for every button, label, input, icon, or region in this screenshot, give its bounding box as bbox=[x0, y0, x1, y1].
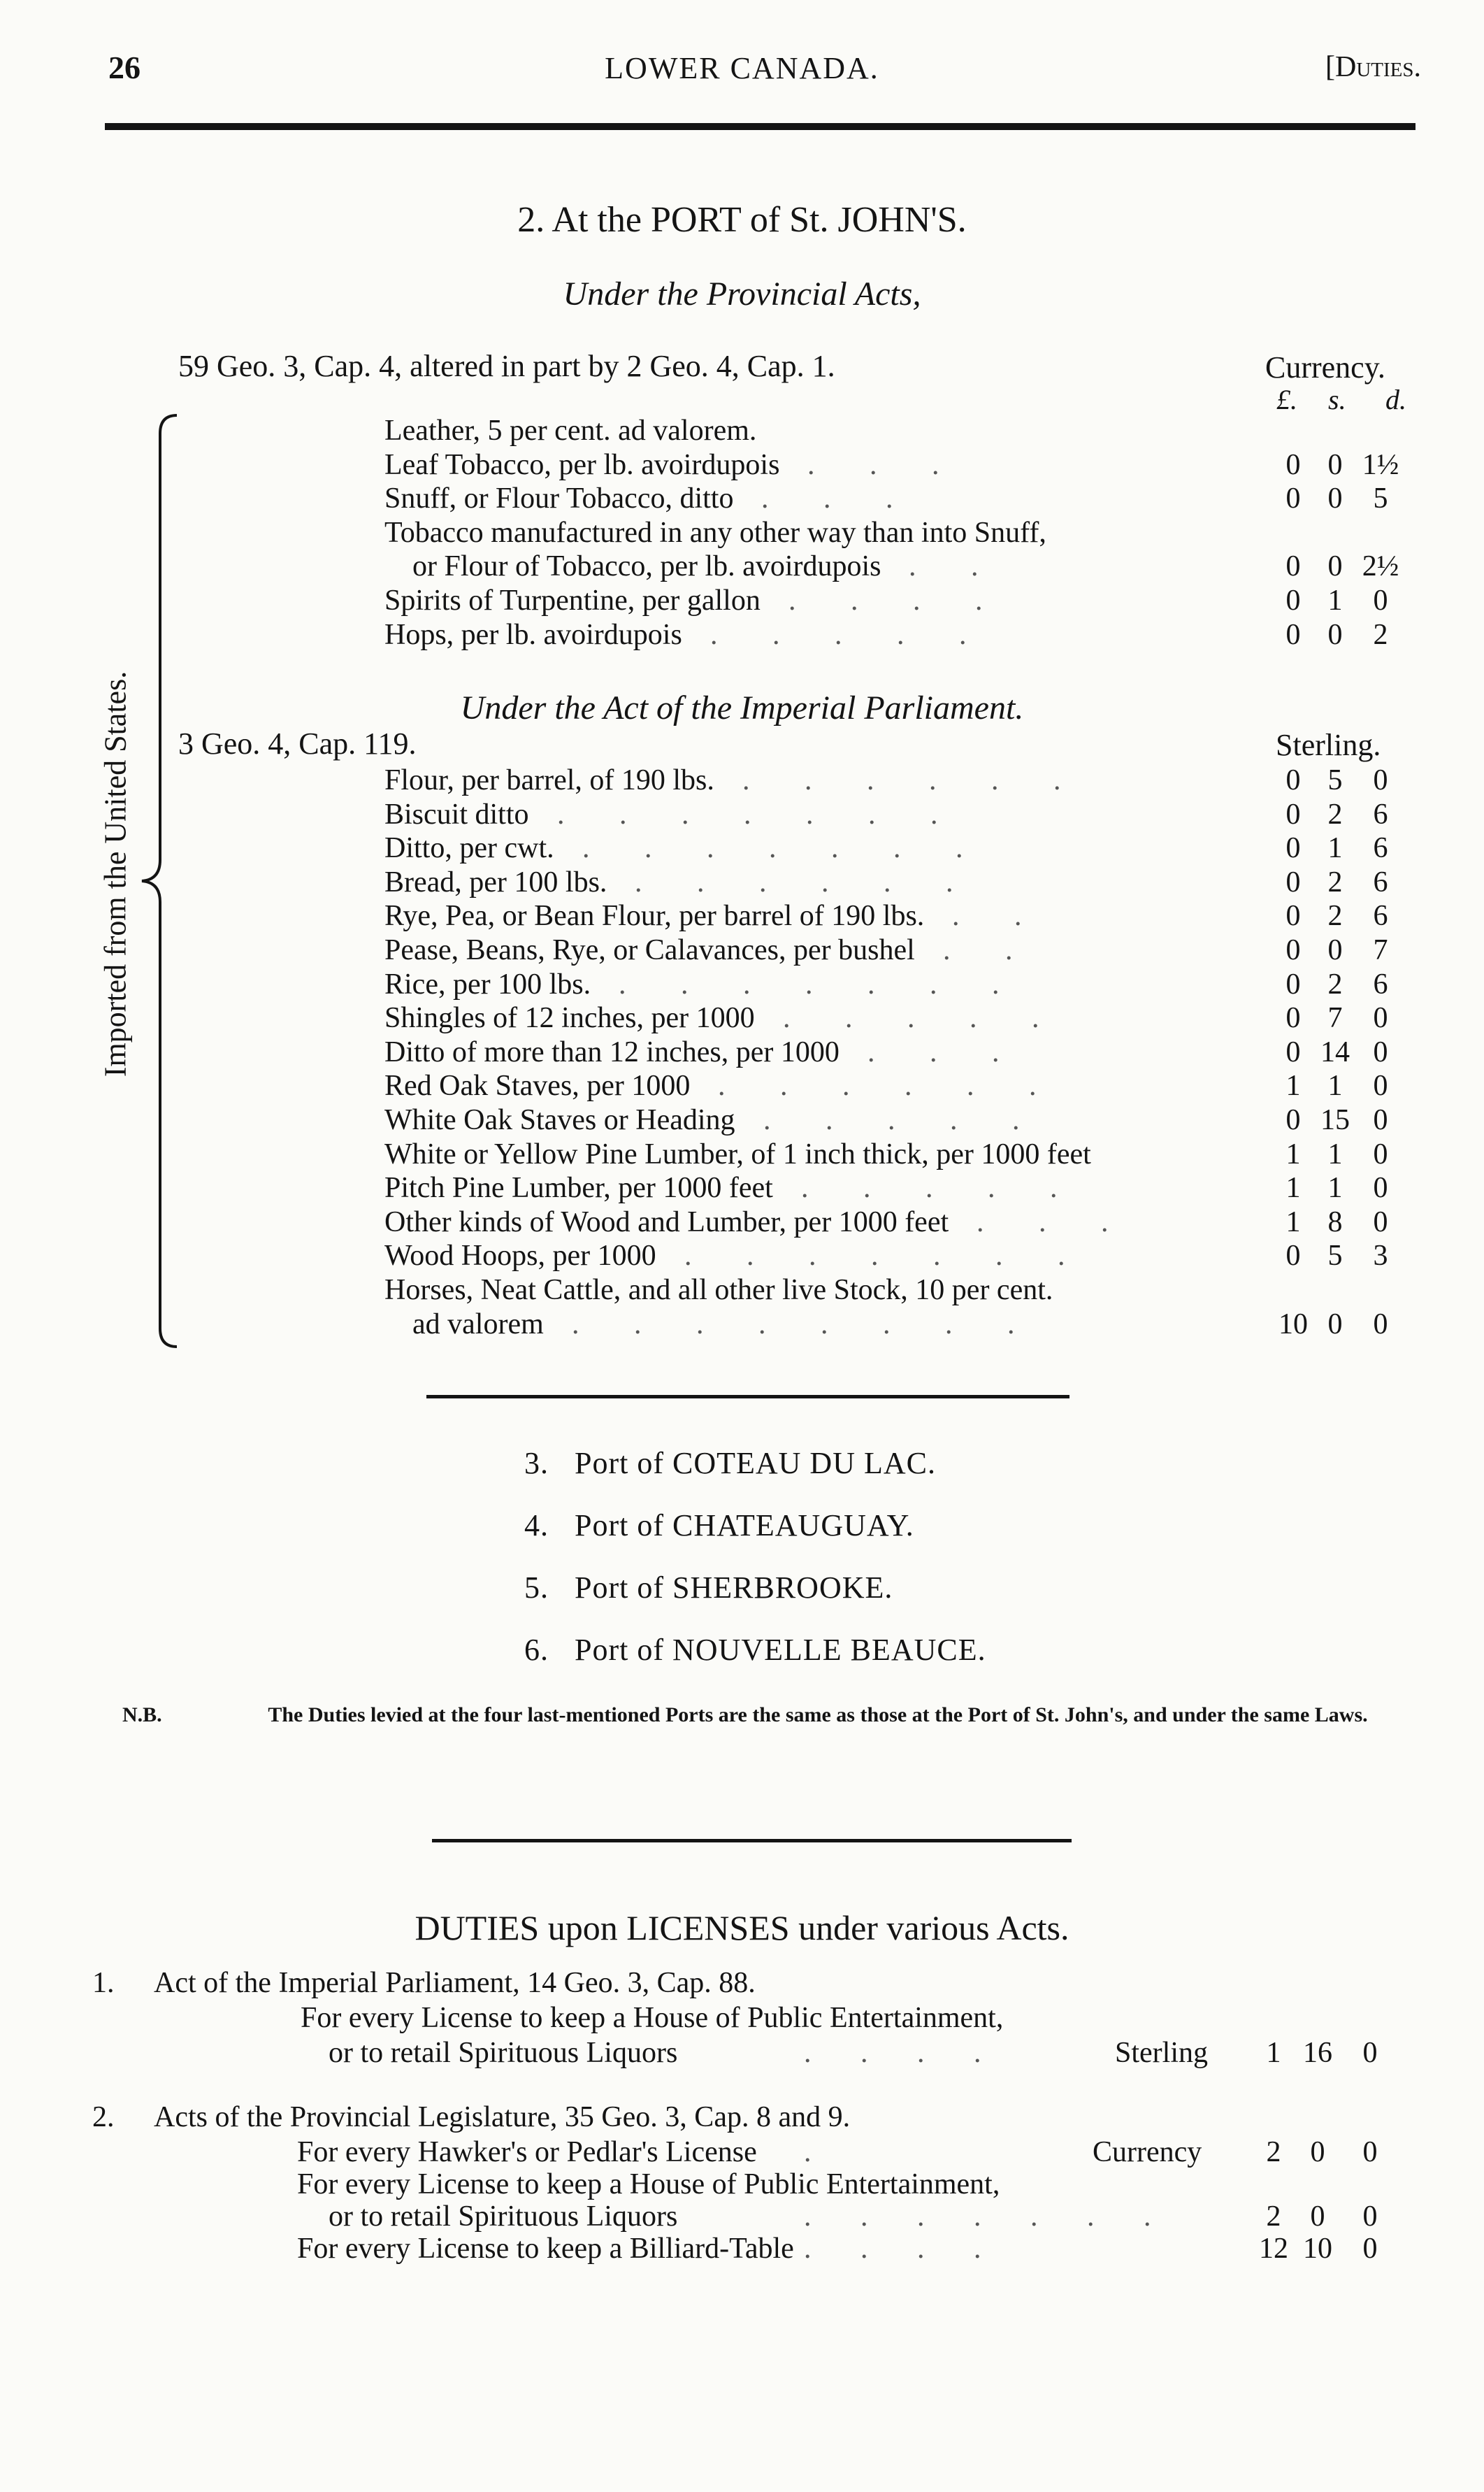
duty-row bbox=[374, 584, 1422, 618]
duty-description: or Flour of Tobacco, per lb. avoirdupois bbox=[412, 550, 881, 583]
duty-row bbox=[374, 482, 1422, 516]
amount-pounds: 1 bbox=[1285, 1138, 1301, 1170]
section-divider bbox=[426, 1395, 1069, 1398]
duty-row bbox=[374, 1239, 1422, 1273]
amount-pounds: 0 bbox=[1285, 764, 1301, 796]
amount-pounds: 0 bbox=[1285, 618, 1301, 651]
duty-row bbox=[374, 1069, 1422, 1103]
license-line: or to retail Spirituous Liquors bbox=[329, 2037, 678, 2069]
duty-row bbox=[374, 516, 1422, 550]
licenses-divider bbox=[432, 1839, 1072, 1842]
leader-dots: . . bbox=[909, 550, 1002, 583]
amount-shillings: 15 bbox=[1320, 1103, 1350, 1136]
ports-list bbox=[517, 1445, 1146, 1694]
leader-dots: . . . . . . . bbox=[804, 2200, 1172, 2233]
amount-pence: 0 bbox=[1373, 1205, 1388, 1238]
amount-shillings: 5 bbox=[1327, 764, 1343, 796]
port-number: 3. bbox=[524, 1446, 549, 1480]
duty-description: Ditto of more than 12 inches, per 1000 bbox=[384, 1036, 840, 1068]
duty-row bbox=[374, 968, 1422, 1002]
amount-shillings: 14 bbox=[1320, 1036, 1350, 1068]
licenses-title: DUTIES upon LICENSES under various Acts. bbox=[415, 1908, 1069, 1947]
running-title: LOWER CANADA. bbox=[605, 51, 879, 85]
duty-row bbox=[374, 618, 1422, 652]
license-line: For every License to keep a Billiard-Table bbox=[297, 2233, 794, 2265]
imperial-heading: Under the Act of the Imperial Parliament. bbox=[460, 689, 1024, 726]
amount-pence: 7 bbox=[1373, 933, 1388, 966]
leader-dots: . . . . . bbox=[783, 1002, 1063, 1035]
leader-dots: . . . . bbox=[788, 584, 1007, 617]
imperial-duty-list bbox=[374, 764, 1422, 1341]
port-number: 4. bbox=[524, 1508, 549, 1542]
duty-row bbox=[374, 1308, 1422, 1342]
amount-pence: 0 bbox=[1373, 1138, 1388, 1170]
amount-shillings: 0 bbox=[1310, 2200, 1325, 2233]
amount-pounds: 1 bbox=[1285, 1070, 1301, 1103]
license-group-heading: Act of the Imperial Parliament, 14 Geo. 3, Cap. 88. bbox=[154, 1967, 756, 1999]
amount-shillings: 0 bbox=[1327, 618, 1343, 651]
amount-pounds: 1 bbox=[1285, 1205, 1301, 1238]
duty-row bbox=[374, 1103, 1422, 1138]
amount-pence: 6 bbox=[1373, 900, 1388, 933]
amount-pounds: 0 bbox=[1285, 584, 1301, 617]
port-name: Port of CHATEAUGUAY. bbox=[575, 1508, 914, 1542]
page-number: 26 bbox=[108, 50, 141, 85]
leader-dots: . . . bbox=[807, 448, 963, 481]
duty-description: Red Oak Staves, per 1000 bbox=[384, 1070, 691, 1103]
port-entry bbox=[517, 1508, 1146, 1570]
amount-pence: 0 bbox=[1373, 1103, 1388, 1136]
duty-description: Biscuit ditto bbox=[384, 798, 529, 831]
duty-description: Leather, 5 per cent. ad valorem. bbox=[384, 415, 757, 447]
sidebar-label: Imported from the United States. bbox=[98, 671, 133, 1077]
amount-pence: 2 bbox=[1373, 618, 1388, 651]
port-entry bbox=[517, 1445, 1146, 1508]
duty-description: Pitch Pine Lumber, per 1000 feet bbox=[384, 1172, 773, 1205]
amount-pounds: 0 bbox=[1285, 550, 1301, 583]
amount-pounds: 0 bbox=[1285, 900, 1301, 933]
duty-description: Shingles of 12 inches, per 1000 bbox=[384, 1002, 755, 1035]
note-text: The Duties levied at the four last-mentioned Ports are the same as those at the Port of St. John's, and under the same Laws. bbox=[268, 1703, 1368, 1726]
duty-description: Leaf Tobacco, per lb. avoirdupois bbox=[384, 448, 780, 481]
leader-dots: . . . bbox=[867, 1036, 1023, 1068]
leader-dots: . . . bbox=[977, 1205, 1132, 1238]
amount-pounds: 0 bbox=[1285, 933, 1301, 966]
duty-row bbox=[374, 899, 1422, 933]
amount-pence: 5 bbox=[1373, 482, 1388, 515]
amount-shillings: 1 bbox=[1327, 584, 1343, 617]
port-number: 6. bbox=[524, 1633, 549, 1667]
amount-pounds: 0 bbox=[1285, 798, 1301, 831]
amount-pounds: 2 bbox=[1266, 2136, 1281, 2168]
amount-shillings: 2 bbox=[1327, 900, 1343, 933]
leader-dots: . bbox=[804, 2136, 833, 2168]
port-entry bbox=[517, 1570, 1146, 1632]
amount-shillings: 10 bbox=[1303, 2233, 1332, 2265]
amount-pence: 6 bbox=[1373, 968, 1388, 1001]
amount-shillings: 8 bbox=[1327, 1205, 1343, 1238]
duty-description: Horses, Neat Cattle, and all other live Stock, 10 per cent. bbox=[384, 1273, 1053, 1306]
amount-shillings: 0 bbox=[1327, 448, 1343, 481]
amount-pence: 0 bbox=[1362, 2136, 1378, 2168]
duty-description: Hops, per lb. avoirdupois bbox=[384, 618, 682, 651]
amount-pence: 6 bbox=[1373, 866, 1388, 898]
duty-row bbox=[374, 1001, 1422, 1036]
duty-description: Bread, per 100 lbs. bbox=[384, 866, 607, 898]
license-line: or to retail Spirituous Liquors bbox=[329, 2200, 678, 2233]
license-group-number: 2. bbox=[92, 2101, 115, 2133]
amount-pounds: 1 bbox=[1266, 2037, 1281, 2069]
amount-pence: 0 bbox=[1373, 1002, 1388, 1035]
duty-description: Wood Hoops, per 1000 bbox=[384, 1240, 656, 1273]
amount-pence: 0 bbox=[1362, 2200, 1378, 2233]
duty-description: Ditto, per cwt. bbox=[384, 832, 554, 865]
port-name: Port of SHERBROOKE. bbox=[575, 1570, 893, 1605]
brace-bracket bbox=[136, 413, 178, 1349]
duty-description: Pease, Beans, Rye, or Calavances, per bushel bbox=[384, 933, 915, 966]
leader-dots: . . . . . . . bbox=[557, 798, 962, 831]
duty-description: Rice, per 100 lbs. bbox=[384, 968, 591, 1001]
amount-shillings: 1 bbox=[1327, 1172, 1343, 1205]
duty-row bbox=[374, 1138, 1422, 1172]
section-title: 2. At the PORT of St. JOHN'S. bbox=[517, 200, 967, 240]
amount-shillings: 0 bbox=[1310, 2136, 1325, 2168]
leader-dots: . . . . . . . bbox=[619, 968, 1023, 1001]
amount-pence: 0 bbox=[1373, 584, 1388, 617]
amount-pounds: 1 bbox=[1285, 1172, 1301, 1205]
amount-pence: 0 bbox=[1373, 764, 1388, 796]
header-rule bbox=[105, 123, 1415, 130]
amount-pence: 0 bbox=[1373, 1172, 1388, 1205]
amount-pounds: 0 bbox=[1285, 448, 1301, 481]
leader-dots: . . . . . . bbox=[718, 1070, 1060, 1103]
leader-dots: . . . . bbox=[804, 2037, 1002, 2069]
amount-shillings: 1 bbox=[1327, 832, 1343, 865]
amount-pence: 0 bbox=[1373, 1036, 1388, 1068]
duty-description: Tobacco manufactured in any other way than into Snuff, bbox=[384, 516, 1046, 549]
note-label: N.B. bbox=[122, 1703, 162, 1726]
duty-description: Snuff, or Flour Tobacco, ditto bbox=[384, 482, 734, 515]
duty-row bbox=[374, 866, 1422, 900]
amount-pence: 3 bbox=[1373, 1240, 1388, 1273]
amount-pounds: 2 bbox=[1266, 2200, 1281, 2233]
amount-pence: 6 bbox=[1373, 798, 1388, 831]
duty-row bbox=[374, 798, 1422, 832]
provincial-act-reference: 59 Geo. 3, Cap. 4, altered in part by 2 Geo. 4, Cap. 1. bbox=[178, 349, 835, 383]
unit-pence: d. bbox=[1385, 384, 1406, 415]
currency-word: Currency bbox=[1093, 2136, 1202, 2168]
provincial-duty-list bbox=[374, 414, 1422, 652]
duty-row bbox=[374, 448, 1422, 482]
leader-dots: . . . . . bbox=[763, 1103, 1044, 1136]
amount-shillings: 0 bbox=[1327, 1308, 1343, 1340]
provincial-heading: Under the Provincial Acts, bbox=[563, 275, 921, 313]
leader-dots: . . . . . . . . bbox=[572, 1308, 1039, 1340]
amount-pence: 1½ bbox=[1362, 448, 1399, 481]
leader-dots: . . . . . . bbox=[635, 866, 977, 898]
amount-shillings: 2 bbox=[1327, 866, 1343, 898]
duty-row bbox=[374, 1205, 1422, 1240]
amount-shillings: 2 bbox=[1327, 798, 1343, 831]
license-line: For every License to keep a House of Public Entertainment, bbox=[301, 2002, 1004, 2034]
leader-dots: . . bbox=[952, 900, 1046, 933]
leader-dots: . . . . . . bbox=[742, 764, 1085, 796]
duty-row bbox=[374, 1273, 1422, 1308]
amount-pounds: 0 bbox=[1285, 1002, 1301, 1035]
amount-pounds: 0 bbox=[1285, 1103, 1301, 1136]
currency-label: Currency. bbox=[1265, 350, 1385, 385]
leader-dots: . . . . . . . bbox=[684, 1240, 1089, 1273]
amount-pence: 6 bbox=[1373, 832, 1388, 865]
duty-row bbox=[374, 1036, 1422, 1070]
duty-description: Other kinds of Wood and Lumber, per 1000 feet bbox=[384, 1205, 949, 1238]
amount-pounds: 12 bbox=[1259, 2233, 1288, 2265]
duty-row bbox=[374, 550, 1422, 584]
amount-pence: 0 bbox=[1362, 2233, 1378, 2265]
unit-pounds: £. bbox=[1276, 384, 1297, 415]
amount-pounds: 0 bbox=[1285, 866, 1301, 898]
leader-dots: . . . . . . . bbox=[582, 832, 987, 865]
currency-word: Sterling bbox=[1115, 2037, 1208, 2069]
license-group-heading: Acts of the Provincial Legislature, 35 Geo. 3, Cap. 8 and 9. bbox=[154, 2101, 851, 2133]
amount-shillings: 0 bbox=[1327, 933, 1343, 966]
unit-shillings: s. bbox=[1328, 384, 1346, 415]
section-tag: [Duties. bbox=[1325, 51, 1421, 83]
duty-row bbox=[374, 1171, 1422, 1205]
amount-pence: 2½ bbox=[1362, 550, 1399, 583]
leader-dots: . . bbox=[943, 933, 1037, 966]
duty-description: Rye, Pea, or Bean Flour, per barrel of 190 lbs. bbox=[384, 900, 925, 933]
leader-dots: . . . . bbox=[804, 2233, 1002, 2265]
duty-description: White Oak Staves or Heading bbox=[384, 1103, 735, 1136]
port-name: Port of NOUVELLE BEAUCE. bbox=[575, 1633, 986, 1667]
amount-pounds: 0 bbox=[1285, 1240, 1301, 1273]
sterling-label: Sterling. bbox=[1276, 728, 1381, 762]
duty-description: Spirits of Turpentine, per gallon bbox=[384, 584, 761, 617]
duty-row bbox=[374, 933, 1422, 968]
duty-description: ad valorem bbox=[412, 1308, 544, 1340]
leader-dots: . . . . . bbox=[801, 1172, 1081, 1205]
amount-shillings: 1 bbox=[1327, 1138, 1343, 1170]
amount-pounds: 0 bbox=[1285, 1036, 1301, 1068]
amount-pounds: 0 bbox=[1285, 482, 1301, 515]
amount-shillings: 0 bbox=[1327, 482, 1343, 515]
amount-pounds: 0 bbox=[1285, 968, 1301, 1001]
port-number: 5. bbox=[524, 1570, 549, 1605]
duty-row bbox=[374, 831, 1422, 866]
amount-shillings: 16 bbox=[1303, 2037, 1332, 2069]
license-group-number: 1. bbox=[92, 1967, 115, 1999]
license-line: For every Hawker's or Pedlar's License bbox=[297, 2136, 757, 2168]
amount-shillings: 2 bbox=[1327, 968, 1343, 1001]
amount-shillings: 5 bbox=[1327, 1240, 1343, 1273]
duty-row bbox=[374, 764, 1422, 798]
duty-row bbox=[374, 414, 1422, 448]
amount-pence: 0 bbox=[1362, 2037, 1378, 2069]
duty-description: Flour, per barrel, of 190 lbs. bbox=[384, 764, 714, 796]
amount-pounds: 0 bbox=[1285, 832, 1301, 865]
imperial-act-reference: 3 Geo. 4, Cap. 119. bbox=[178, 726, 417, 761]
amount-shillings: 1 bbox=[1327, 1070, 1343, 1103]
leader-dots: . . . bbox=[761, 482, 917, 515]
amount-pence: 0 bbox=[1373, 1308, 1388, 1340]
amount-shillings: 0 bbox=[1327, 550, 1343, 583]
duty-description: White or Yellow Pine Lumber, of 1 inch thick, per 1000 feet bbox=[384, 1138, 1091, 1170]
amount-shillings: 7 bbox=[1327, 1002, 1343, 1035]
amount-pence: 0 bbox=[1373, 1070, 1388, 1103]
license-line: For every License to keep a House of Public Entertainment, bbox=[297, 2168, 1000, 2200]
leader-dots: . . . . . bbox=[710, 618, 990, 651]
port-name: Port of COTEAU DU LAC. bbox=[575, 1446, 936, 1480]
amount-pounds: 10 bbox=[1278, 1308, 1308, 1340]
port-entry bbox=[517, 1632, 1146, 1694]
